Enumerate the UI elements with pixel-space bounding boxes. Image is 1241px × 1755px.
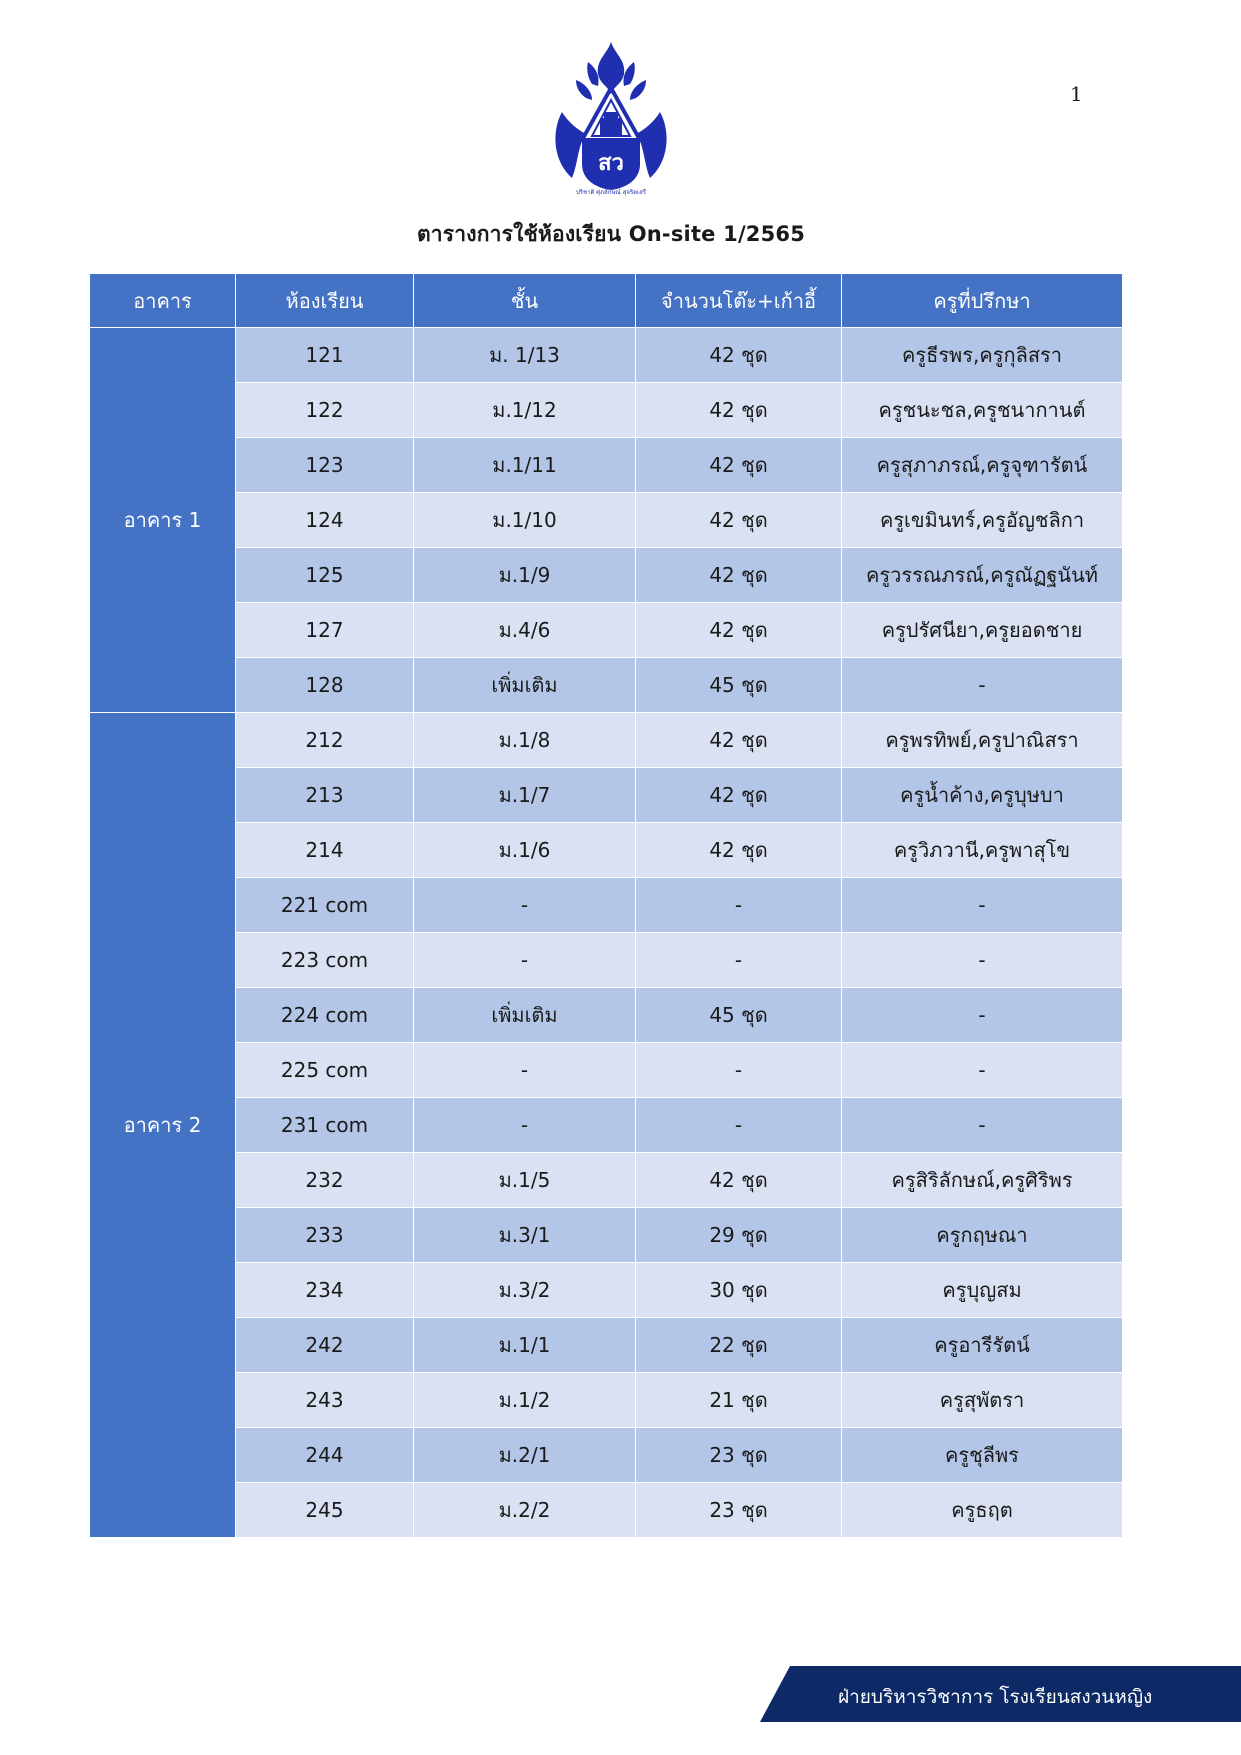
grade-cell: ม.1/1 bbox=[414, 1318, 636, 1373]
advisor-cell: - bbox=[842, 658, 1123, 713]
page-number: 1 bbox=[1070, 82, 1083, 106]
grade-cell: ม.2/2 bbox=[414, 1483, 636, 1538]
grade-cell: ม.1/2 bbox=[414, 1373, 636, 1428]
room-cell: 244 bbox=[236, 1428, 414, 1483]
table-row bbox=[90, 658, 1123, 713]
room-cell: 231 com bbox=[236, 1098, 414, 1153]
table-row bbox=[90, 493, 1123, 548]
advisor-cell: ครูสิริลักษณ์,ครูศิริพร bbox=[842, 1153, 1123, 1208]
seats-cell: 30 ชุด bbox=[636, 1263, 842, 1318]
advisor-cell: - bbox=[842, 878, 1123, 933]
table-row bbox=[90, 383, 1123, 438]
advisor-cell: ครูอารีรัตน์ bbox=[842, 1318, 1123, 1373]
table-row bbox=[90, 603, 1123, 658]
room-cell: 242 bbox=[236, 1318, 414, 1373]
table-row bbox=[90, 1428, 1123, 1483]
advisor-cell: ครูธีรพร,ครูกุลิสรา bbox=[842, 328, 1123, 383]
header-seats: จำนวนโต๊ะ+เก้าอี้ bbox=[636, 274, 842, 328]
advisor-cell: ครูสุพัตรา bbox=[842, 1373, 1123, 1428]
seats-cell: 45 ชุด bbox=[636, 988, 842, 1043]
table-header-row bbox=[90, 274, 1123, 328]
advisor-cell: ครูบุญสม bbox=[842, 1263, 1123, 1318]
grade-cell: ม.1/9 bbox=[414, 548, 636, 603]
table-row bbox=[90, 1208, 1123, 1263]
building-cell: อาคาร 1 bbox=[90, 328, 236, 713]
header-grade: ชั้น bbox=[414, 274, 636, 328]
grade-cell: ม.1/10 bbox=[414, 493, 636, 548]
advisor-cell: ครูวรรณภรณ์,ครูณัฏฐนันท์ bbox=[842, 548, 1123, 603]
grade-cell: ม.1/8 bbox=[414, 713, 636, 768]
seats-cell: 45 ชุด bbox=[636, 658, 842, 713]
table-row bbox=[90, 713, 1123, 768]
table-row bbox=[90, 1373, 1123, 1428]
room-cell: 232 bbox=[236, 1153, 414, 1208]
grade-cell: ม.1/12 bbox=[414, 383, 636, 438]
classroom-schedule-table bbox=[89, 273, 1123, 1538]
seats-cell: 23 ชุด bbox=[636, 1483, 842, 1538]
grade-cell: ม.1/7 bbox=[414, 768, 636, 823]
header-building: อาคาร bbox=[90, 274, 236, 328]
logo-letters: สว bbox=[598, 151, 624, 176]
seats-cell: - bbox=[636, 1043, 842, 1098]
table-row bbox=[90, 1483, 1123, 1538]
logo-motto: ปริชาติ ศุภลักษณ์ สุจริตเสรี bbox=[575, 189, 647, 196]
room-cell: 234 bbox=[236, 1263, 414, 1318]
seats-cell: 42 ชุด bbox=[636, 383, 842, 438]
table-row bbox=[90, 933, 1123, 988]
seats-cell: - bbox=[636, 1098, 842, 1153]
grade-cell: - bbox=[414, 933, 636, 988]
advisor-cell: ครูเขมินทร์,ครูอัญชลิกา bbox=[842, 493, 1123, 548]
grade-cell: ม.4/6 bbox=[414, 603, 636, 658]
room-cell: 233 bbox=[236, 1208, 414, 1263]
document-title: ตารางการใช้ห้องเรียน On-site 1/2565 bbox=[416, 222, 806, 246]
advisor-cell: - bbox=[842, 988, 1123, 1043]
seats-cell: 21 ชุด bbox=[636, 1373, 842, 1428]
table-row bbox=[90, 548, 1123, 603]
table-row bbox=[90, 438, 1123, 493]
seats-cell: 42 ชุด bbox=[636, 1153, 842, 1208]
grade-cell: เพิ่มเติม bbox=[414, 658, 636, 713]
room-cell: 225 com bbox=[236, 1043, 414, 1098]
room-cell: 122 bbox=[236, 383, 414, 438]
seats-cell: - bbox=[636, 878, 842, 933]
advisor-cell: - bbox=[842, 933, 1123, 988]
table-row bbox=[90, 988, 1123, 1043]
school-logo bbox=[548, 40, 674, 196]
table-row bbox=[90, 328, 1123, 383]
room-cell: 213 bbox=[236, 768, 414, 823]
room-cell: 128 bbox=[236, 658, 414, 713]
grade-cell: - bbox=[414, 1098, 636, 1153]
table-row bbox=[90, 768, 1123, 823]
grade-cell: - bbox=[414, 878, 636, 933]
room-cell: 243 bbox=[236, 1373, 414, 1428]
room-cell: 124 bbox=[236, 493, 414, 548]
room-cell: 127 bbox=[236, 603, 414, 658]
grade-cell: เพิ่มเติม bbox=[414, 988, 636, 1043]
advisor-cell: ครูน้ำค้าง,ครูบุษบา bbox=[842, 768, 1123, 823]
seats-cell: 22 ชุด bbox=[636, 1318, 842, 1373]
seats-cell: 29 ชุด bbox=[636, 1208, 842, 1263]
grade-cell: ม. 1/13 bbox=[414, 328, 636, 383]
grade-cell: ม.1/6 bbox=[414, 823, 636, 878]
footer-department: ฝ่ายบริหารวิชาการ โรงเรียนสงวนหญิง bbox=[838, 1686, 1153, 1708]
seats-cell: 42 ชุด bbox=[636, 493, 842, 548]
room-cell: 245 bbox=[236, 1483, 414, 1538]
advisor-cell: - bbox=[842, 1098, 1123, 1153]
advisor-cell: ครูกฤษณา bbox=[842, 1208, 1123, 1263]
seats-cell: 42 ชุด bbox=[636, 713, 842, 768]
advisor-cell: ครูชนะชล,ครูชนากานต์ bbox=[842, 383, 1123, 438]
seats-cell: 42 ชุด bbox=[636, 823, 842, 878]
grade-cell: ม.1/5 bbox=[414, 1153, 636, 1208]
room-cell: 223 com bbox=[236, 933, 414, 988]
table-row bbox=[90, 1153, 1123, 1208]
table-row bbox=[90, 878, 1123, 933]
table-body bbox=[90, 328, 1123, 1538]
table-row bbox=[90, 1318, 1123, 1373]
room-cell: 224 com bbox=[236, 988, 414, 1043]
grade-cell: ม.2/1 bbox=[414, 1428, 636, 1483]
seats-cell: - bbox=[636, 933, 842, 988]
seats-cell: 23 ชุด bbox=[636, 1428, 842, 1483]
seats-cell: 42 ชุด bbox=[636, 328, 842, 383]
grade-cell: ม.3/1 bbox=[414, 1208, 636, 1263]
table-row bbox=[90, 1043, 1123, 1098]
advisor-cell: ครูชุลีพร bbox=[842, 1428, 1123, 1483]
header-room: ห้องเรียน bbox=[236, 274, 414, 328]
seats-cell: 42 ชุด bbox=[636, 548, 842, 603]
room-cell: 121 bbox=[236, 328, 414, 383]
header-advisor: ครูที่ปรึกษา bbox=[842, 274, 1123, 328]
room-cell: 123 bbox=[236, 438, 414, 493]
table-row bbox=[90, 1263, 1123, 1318]
advisor-cell: ครูสุภาภรณ์,ครูจุฑารัตน์ bbox=[842, 438, 1123, 493]
table-row bbox=[90, 823, 1123, 878]
advisor-cell: ครูปรัศนียา,ครูยอดชาย bbox=[842, 603, 1123, 658]
room-cell: 214 bbox=[236, 823, 414, 878]
advisor-cell: ครูธฤต bbox=[842, 1483, 1123, 1538]
seats-cell: 42 ชุด bbox=[636, 438, 842, 493]
seats-cell: 42 ชุด bbox=[636, 768, 842, 823]
table-row bbox=[90, 1098, 1123, 1153]
advisor-cell: ครูพรทิพย์,ครูปาณิสรา bbox=[842, 713, 1123, 768]
seats-cell: 42 ชุด bbox=[636, 603, 842, 658]
building-cell: อาคาร 2 bbox=[90, 713, 236, 1538]
grade-cell: ม.1/11 bbox=[414, 438, 636, 493]
advisor-cell: ครูวิภวานี,ครูพาสุโข bbox=[842, 823, 1123, 878]
advisor-cell: - bbox=[842, 1043, 1123, 1098]
room-cell: 125 bbox=[236, 548, 414, 603]
grade-cell: - bbox=[414, 1043, 636, 1098]
room-cell: 212 bbox=[236, 713, 414, 768]
room-cell: 221 com bbox=[236, 878, 414, 933]
grade-cell: ม.3/2 bbox=[414, 1263, 636, 1318]
